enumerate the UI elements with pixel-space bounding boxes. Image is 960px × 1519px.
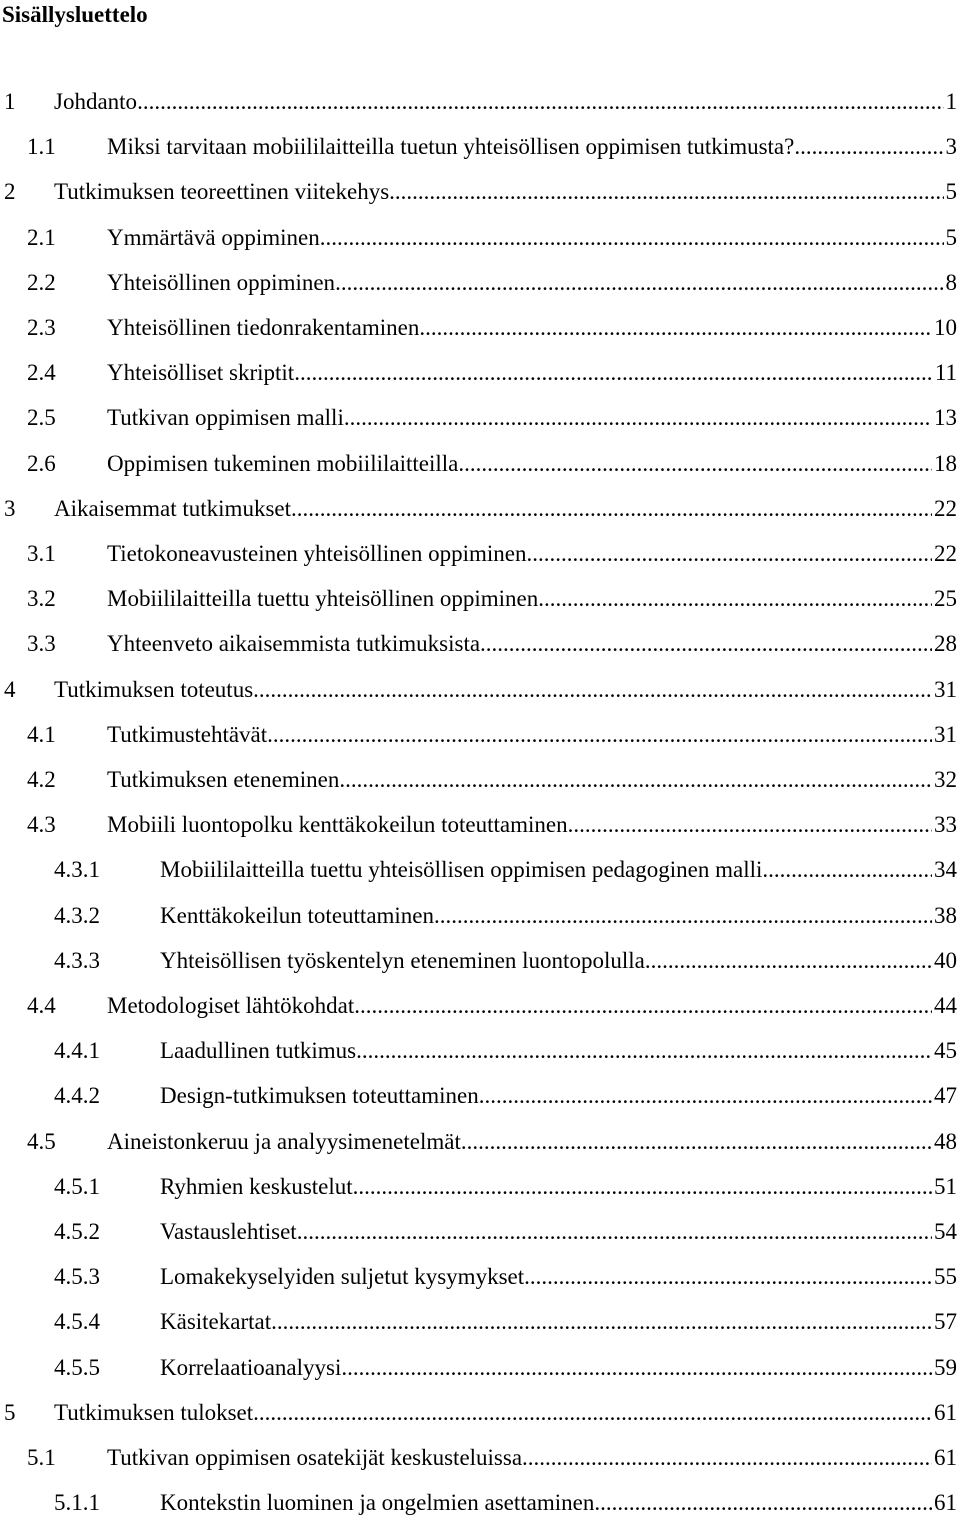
toc-entry[interactable] [0, 1171, 960, 1203]
dot-leader [434, 900, 932, 932]
toc-entry-title: Mobiili luontopolku kenttäkokeilun toteuttaminen [107, 812, 568, 837]
toc-entry-title: Johdanto [54, 89, 138, 114]
toc-entry-line [54, 674, 957, 706]
toc-entry-title: Tutkimuksen toteutus [54, 677, 254, 702]
toc-entry[interactable] [0, 1126, 960, 1158]
toc-entry[interactable] [0, 1442, 960, 1474]
toc-entry-line [107, 583, 957, 615]
toc-entry[interactable] [0, 312, 960, 344]
dot-leader [461, 1126, 932, 1158]
dot-leader [137, 86, 943, 118]
toc-entry-title: Metodologiset lähtökohdat [107, 993, 355, 1018]
toc-entry-page-number: 38 [934, 903, 957, 928]
toc-entry-number: 2 [4, 179, 16, 204]
toc-entry[interactable] [0, 900, 960, 932]
dot-leader [458, 448, 932, 480]
dot-leader [568, 809, 932, 841]
toc-entry-line [160, 1261, 957, 1293]
toc-entry-number: 2.5 [27, 405, 56, 430]
toc-entry-title: Aineistonkeruu ja analyysimenetelmät [107, 1129, 461, 1154]
toc-entry[interactable] [0, 1261, 960, 1293]
dot-leader [419, 312, 932, 344]
toc-entry-page-number: 48 [934, 1129, 957, 1154]
toc-entry[interactable] [0, 854, 960, 886]
toc-entry-title: Yhteisölliset skriptit [107, 360, 295, 385]
dot-leader [320, 222, 944, 254]
toc-entry-number: 4.5.3 [54, 1264, 100, 1289]
toc-entry-line [160, 854, 957, 886]
toc-entry-page-number: 54 [934, 1219, 957, 1244]
toc-entry-page-number: 61 [934, 1490, 957, 1515]
toc-entry-number: 4.3 [27, 812, 56, 837]
toc-entry-page-number: 32 [934, 767, 957, 792]
toc-entry-page-number: 47 [934, 1083, 957, 1108]
toc-entry-title: Tietokoneavusteinen yhteisöllinen oppiminen [107, 541, 527, 566]
toc-entry-title: Design-tutkimuksen toteuttaminen [160, 1083, 479, 1108]
toc-entry-title: Tutkimuksen eteneminen [107, 767, 340, 792]
dot-leader [267, 719, 932, 751]
toc-entry-page-number: 57 [934, 1309, 957, 1334]
toc-entry-number: 2.2 [27, 270, 56, 295]
toc-entry-page-number: 51 [934, 1174, 957, 1199]
toc-entry-title: Tutkimuksen tulokset [54, 1400, 254, 1425]
toc-entry-number: 4.3.1 [54, 857, 100, 882]
toc-entry-line [107, 628, 957, 660]
toc-entry-title: Ryhmien keskustelut [160, 1174, 353, 1199]
dot-leader [253, 674, 932, 706]
toc-entry[interactable] [0, 222, 960, 254]
toc-entry-page-number: 22 [934, 541, 957, 566]
toc-entry-title: Yhteisöllinen tiedonrakentaminen [107, 315, 420, 340]
toc-entry-page-number: 40 [934, 948, 957, 973]
toc-entry-title: Tutkimustehtävät [107, 722, 268, 747]
toc-entry-number: 2.3 [27, 315, 56, 340]
toc-entry-title: Lomakekyselyiden suljetut kysymykset [160, 1264, 525, 1289]
toc-entry-line [160, 1306, 957, 1338]
toc-entry-page-number: 18 [934, 451, 957, 476]
toc-entry-number: 3.2 [27, 586, 56, 611]
toc-entry[interactable] [0, 448, 960, 480]
toc-entry-page-number: 31 [934, 677, 957, 702]
toc-entry-title: Tutkimuksen teoreettinen viitekehys [54, 179, 390, 204]
toc-entry-title: Oppimisen tukeminen mobiililaitteilla [107, 451, 459, 476]
toc-entry-number: 4.5 [27, 1129, 56, 1154]
page-title: Sisällysluettelo [2, 2, 148, 27]
dot-leader [253, 1397, 932, 1429]
dot-leader [762, 854, 932, 886]
dot-leader [356, 1035, 932, 1067]
toc-entry[interactable] [0, 719, 960, 751]
toc-entry-page-number: 61 [934, 1445, 957, 1470]
toc-entry-title: Kontekstin luominen ja ongelmien asettaminen [160, 1490, 595, 1515]
toc-entry-number: 4.5.4 [54, 1309, 100, 1334]
toc-entry-line [107, 402, 957, 434]
toc-entry-page-number: 22 [934, 496, 957, 521]
toc-entry[interactable] [0, 764, 960, 796]
toc-entry-line [107, 719, 957, 751]
toc-entry-number: 4.5.1 [54, 1174, 100, 1199]
dot-leader [353, 1171, 932, 1203]
toc-entry-line [107, 809, 957, 841]
toc-entry-line [107, 357, 957, 389]
toc-entry[interactable] [0, 1397, 960, 1429]
toc-entry-number: 3 [4, 496, 16, 521]
toc-entry-title: Tutkivan oppimisen osatekijät keskusteluissa [107, 1445, 523, 1470]
toc-entry-line [107, 538, 957, 570]
toc-entry-title: Vastauslehtiset [160, 1219, 297, 1244]
toc-entry-number: 5.1 [27, 1445, 56, 1470]
dot-leader [341, 1352, 932, 1384]
toc-entry-title: Yhteisöllinen oppiminen [107, 270, 336, 295]
toc-entry-number: 2.1 [27, 225, 56, 250]
toc-entry-page-number: 44 [934, 993, 957, 1018]
toc-entry-page-number: 25 [934, 586, 957, 611]
toc-entry[interactable] [0, 674, 960, 706]
toc-entry-page-number: 13 [934, 405, 957, 430]
toc-entry[interactable] [0, 1352, 960, 1384]
toc-entry-number: 4 [4, 677, 16, 702]
toc-entry-title: Mobiililaitteilla tuettu yhteisöllinen oppiminen [107, 586, 539, 611]
toc-entry-line [160, 1171, 957, 1203]
toc-entry-page-number: 1 [945, 89, 957, 114]
toc-entry-line [54, 176, 957, 208]
toc-entry-page-number: 59 [934, 1355, 957, 1380]
toc-entry-line [160, 1216, 957, 1248]
toc-entry-title: Ymmärtävä oppiminen [107, 225, 320, 250]
toc-entry-page-number: 5 [945, 225, 957, 250]
toc-entry[interactable] [0, 86, 960, 118]
toc-entry[interactable] [0, 267, 960, 299]
toc-entry-page-number: 31 [934, 722, 957, 747]
toc-entry-number: 4.4.1 [54, 1038, 100, 1063]
toc-entry-title: Mobiililaitteilla tuettu yhteisöllisen oppimisen pedagoginen malli [160, 857, 763, 882]
toc-entry-line [54, 86, 957, 118]
toc-entry-line [107, 312, 957, 344]
dot-leader [344, 402, 932, 434]
toc-entry-number: 2.4 [27, 360, 56, 385]
toc-entry-line [54, 1397, 957, 1429]
toc-entry-number: 2.6 [27, 451, 56, 476]
toc-entry[interactable] [0, 1487, 960, 1519]
toc-entry-number: 3.1 [27, 541, 56, 566]
toc-entry-title: Aikaisemmat tutkimukset [54, 496, 291, 521]
dot-leader [294, 357, 933, 389]
toc-entry-title: Laadullinen tutkimus [160, 1038, 357, 1063]
dot-leader [522, 1442, 932, 1474]
dot-leader [480, 628, 932, 660]
toc-entry-page-number: 34 [934, 857, 957, 882]
dot-leader [297, 1216, 932, 1248]
toc-entry[interactable] [0, 131, 960, 163]
dot-leader [538, 583, 932, 615]
toc-entry-number: 4.4.2 [54, 1083, 100, 1108]
toc-entry-line [107, 764, 957, 796]
toc-entry[interactable] [0, 1035, 960, 1067]
toc-entry-page-number: 5 [945, 179, 957, 204]
toc-entry-number: 4.3.3 [54, 948, 100, 973]
toc-entry-page-number: 11 [934, 360, 957, 385]
toc-entry-number: 4.4 [27, 993, 56, 1018]
toc-entry-number: 4.2 [27, 767, 56, 792]
dot-leader [271, 1306, 932, 1338]
dot-leader [594, 1487, 932, 1519]
toc-entry-number: 4.1 [27, 722, 56, 747]
toc-entry[interactable] [0, 583, 960, 615]
toc-entry-title: Miksi tarvitaan mobiililaitteilla tuetun yhteisöllisen oppimisen tutkimusta? [107, 134, 795, 159]
toc-entry-line [107, 1442, 957, 1474]
dot-leader [335, 267, 943, 299]
toc-entry-page-number: 10 [934, 315, 957, 340]
toc-entry-page-number: 33 [934, 812, 957, 837]
toc-entry-line [107, 222, 957, 254]
toc-entry[interactable] [0, 357, 960, 389]
toc-entry-page-number: 8 [945, 270, 957, 295]
toc-entry-title: Korrelaatioanalyysi [160, 1355, 342, 1380]
toc-entry-number: 3.3 [27, 631, 56, 656]
dot-leader [645, 945, 932, 977]
toc-entry-number: 4.5.2 [54, 1219, 100, 1244]
toc-entry-line [54, 493, 957, 525]
toc-entry-page-number: 61 [934, 1400, 957, 1425]
toc-entry-title: Kenttäkokeilun toteuttaminen [160, 903, 435, 928]
toc-entry-number: 1.1 [27, 134, 56, 159]
toc-entry[interactable] [0, 809, 960, 841]
toc-entry[interactable] [0, 538, 960, 570]
dot-leader [291, 493, 932, 525]
toc-entry-line [160, 1352, 957, 1384]
toc-entry-page-number: 45 [934, 1038, 957, 1063]
toc-entry-line [107, 267, 957, 299]
dot-leader [339, 764, 932, 796]
toc-entry-title: Yhteisöllisen työskentelyn eteneminen luontopolulla [160, 948, 645, 973]
toc-entry[interactable] [0, 945, 960, 977]
toc-entry-line [107, 990, 957, 1022]
toc-entry-line [160, 945, 957, 977]
toc-entry-line [160, 1487, 957, 1519]
toc-entry[interactable] [0, 402, 960, 434]
toc-entry-number: 5.1.1 [54, 1490, 100, 1515]
toc-entry-number: 4.3.2 [54, 903, 100, 928]
toc-entry[interactable] [0, 493, 960, 525]
toc-entry-page-number: 55 [934, 1264, 957, 1289]
toc-entry[interactable] [0, 1216, 960, 1248]
toc-entry-line [160, 1080, 957, 1112]
toc-entry-title: Tutkivan oppimisen malli [107, 405, 344, 430]
dot-leader [524, 1261, 932, 1293]
toc-entry[interactable] [0, 990, 960, 1022]
dot-leader [389, 176, 943, 208]
toc-entry-line [107, 131, 957, 163]
toc-entry-title: Käsitekartat [160, 1309, 272, 1334]
toc-entry[interactable] [0, 628, 960, 660]
toc-entry-number: 5 [4, 1400, 16, 1425]
toc-entry-line [160, 1035, 957, 1067]
toc-entry-title: Yhteenveto aikaisemmista tutkimuksista [107, 631, 481, 656]
toc-entry-line [107, 448, 957, 480]
toc-entry[interactable] [0, 176, 960, 208]
toc-entry[interactable] [0, 1080, 960, 1112]
toc-entry-page-number: 28 [934, 631, 957, 656]
dot-leader [354, 990, 932, 1022]
toc-entry-number: 4.5.5 [54, 1355, 100, 1380]
dot-leader [794, 131, 943, 163]
dot-leader [479, 1080, 932, 1112]
dot-leader [527, 538, 933, 570]
toc-entry-number: 1 [4, 89, 16, 114]
toc-entry-page-number: 3 [945, 134, 957, 159]
toc-entry-line [160, 900, 957, 932]
toc-entry[interactable] [0, 1306, 960, 1338]
toc-entry-line [107, 1126, 957, 1158]
